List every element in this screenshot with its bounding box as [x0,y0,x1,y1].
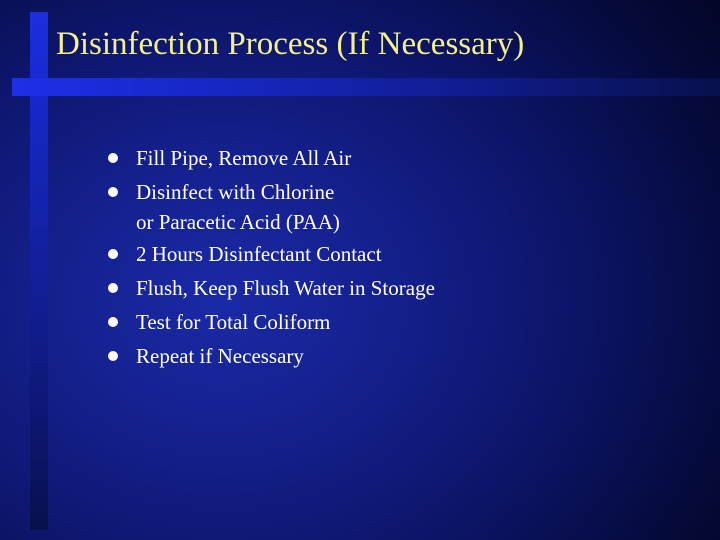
slide-title: Disinfection Process (If Necessary) [56,26,525,62]
bullet-item [103,305,435,339]
bullet-text: Test for Total Coliform [136,310,331,334]
bullet-item [103,175,435,237]
bullet-item [103,339,435,373]
bullet-text: 2 Hours Disinfectant Contact [136,242,382,266]
bullet-item [103,271,435,305]
bullet-dot-icon [108,317,118,327]
bullet-item [103,237,435,271]
bullet-item [103,141,435,175]
bullet-dot-icon [108,351,118,361]
bullet-dot-icon [108,283,118,293]
bullet-dot-icon [108,187,118,197]
bullet-text: Disinfect with Chlorine [136,180,335,204]
bullet-text: Repeat if Necessary [136,344,304,368]
bullet-text: Flush, Keep Flush Water in Storage [136,276,435,300]
horizontal-accent-bar [12,78,720,96]
bullet-dot-icon [108,153,118,163]
bullet-text: Fill Pipe, Remove All Air [136,146,352,170]
bullet-text-continuation: or Paracetic Acid (PAA) [136,210,340,234]
bullet-list [103,141,435,373]
bullet-dot-icon [108,249,118,259]
